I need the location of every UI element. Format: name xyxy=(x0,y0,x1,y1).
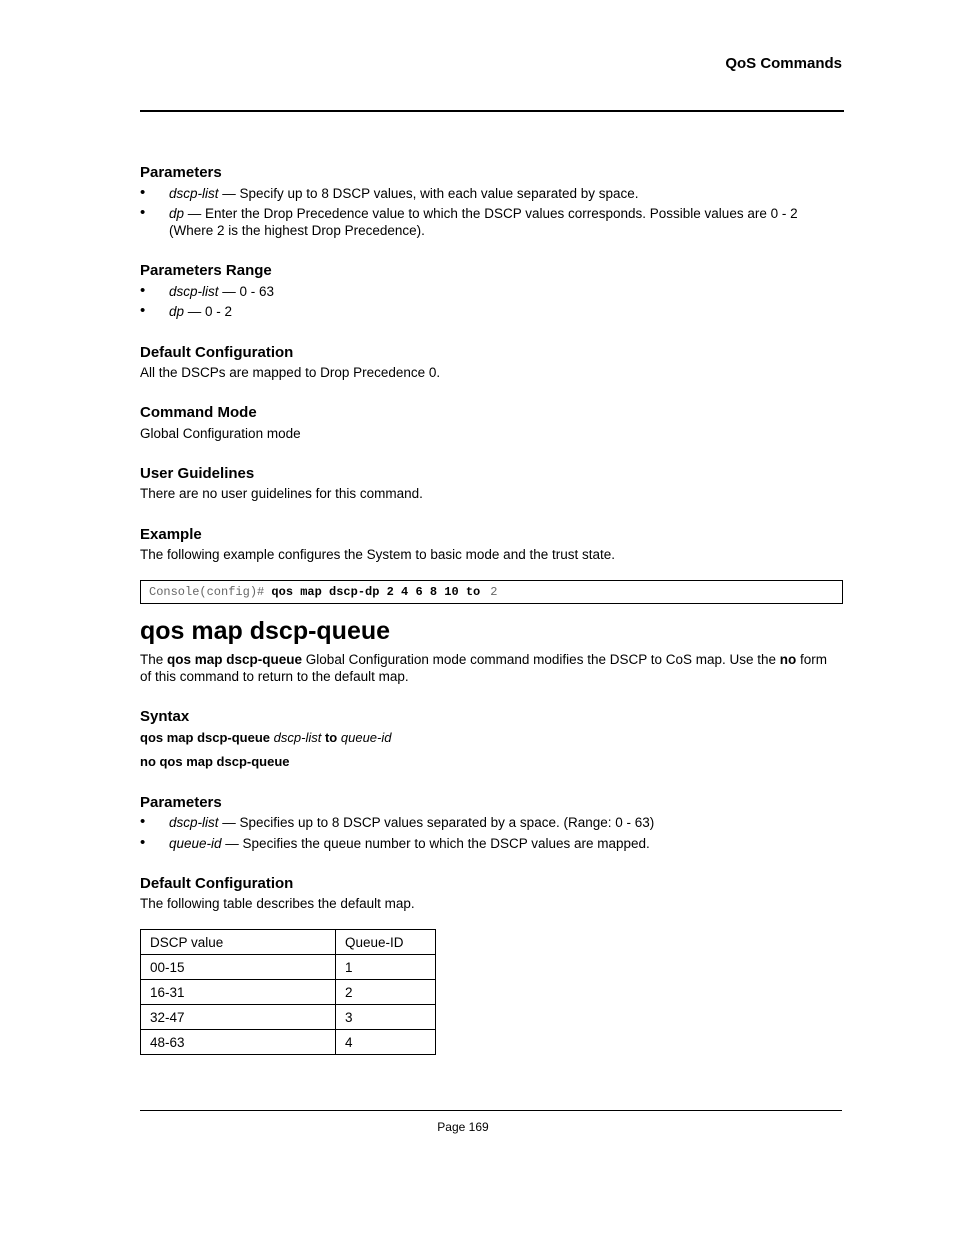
user-guidelines-heading: User Guidelines xyxy=(140,465,255,482)
param-desc: — 0 - 63 xyxy=(218,284,275,299)
table-cell: 2 xyxy=(336,980,436,1005)
param-desc: — Specify up to 8 DSCP values, with each value separated by space. xyxy=(218,186,639,201)
bullet-icon: • xyxy=(140,184,146,201)
bullet-icon: • xyxy=(140,204,146,221)
param-desc: — Enter the Drop Precedence value to which the DSCP values corresponds. Possible values are 0 - 2 (Where 2 is the highest Drop Precedence). xyxy=(169,206,798,238)
table-cell: 32-47 xyxy=(141,1005,336,1030)
parameters-heading: Parameters xyxy=(140,794,222,811)
table-header-row xyxy=(141,930,436,955)
table-row xyxy=(141,1005,436,1030)
section-title: qos map dscp-queue xyxy=(140,617,391,645)
header-rule xyxy=(140,110,844,112)
running-header: QoS Commands xyxy=(725,55,842,72)
syntax-line xyxy=(140,729,391,746)
param-name: queue-id xyxy=(169,836,222,851)
default-config-text: The following table describes the default map. xyxy=(140,896,415,911)
column-header: Queue-ID xyxy=(336,930,436,955)
column-header: DSCP value xyxy=(141,930,336,955)
param-name: dp xyxy=(169,206,185,221)
footer-rule xyxy=(140,1110,842,1111)
param-desc: — Specifies up to 8 DSCP values separated by a space. (Range: 0 - 63) xyxy=(218,815,655,830)
default-config-heading: Default Configuration xyxy=(140,875,294,892)
code-command: qos map dscp-dp 2 4 6 8 10 to xyxy=(271,585,481,599)
table-cell: 16-31 xyxy=(141,980,336,1005)
default-config-text: All the DSCPs are mapped to Drop Precedence 0. xyxy=(140,365,441,380)
page-number: Page 169 xyxy=(437,1120,489,1134)
param-desc: — Specifies the queue number to which the DSCP values are mapped. xyxy=(221,836,650,851)
example-text: The following example configures the System to basic mode and the trust state. xyxy=(140,547,615,562)
intro-text: Global Configuration mode command modifies the DSCP to CoS map. Use the xyxy=(302,652,780,667)
intro-no-keyword: no xyxy=(779,652,797,667)
table-cell: 00-15 xyxy=(141,955,336,980)
param-desc: — 0 - 2 xyxy=(184,304,233,319)
syntax-no-line: no qos map dscp-queue xyxy=(140,754,290,769)
bullet-icon: • xyxy=(140,834,146,851)
param-name: dscp-list xyxy=(169,186,219,201)
param-name: dscp-list xyxy=(169,284,219,299)
default-map-table xyxy=(140,929,436,1055)
syntax-arg: queue-id xyxy=(340,730,392,745)
intro-command: qos map dscp-queue xyxy=(167,652,303,667)
command-mode-text: Global Configuration mode xyxy=(140,426,301,441)
table-row xyxy=(141,955,436,980)
example-heading: Example xyxy=(140,526,202,543)
bullet-icon: • xyxy=(140,282,146,299)
code-example xyxy=(140,580,843,604)
parameters-range-heading: Parameters Range xyxy=(140,262,272,279)
param-name: dp xyxy=(169,304,185,319)
code-prompt: Console(config)# xyxy=(149,585,265,599)
default-config-heading: Default Configuration xyxy=(140,344,294,361)
parameters-heading: Parameters xyxy=(140,164,222,181)
param-name: dscp-list xyxy=(169,815,219,830)
intro-text: form of this command to return to the default map. xyxy=(140,652,828,684)
syntax-heading: Syntax xyxy=(140,708,190,725)
table-cell: 48-63 xyxy=(141,1030,336,1055)
table-cell: 3 xyxy=(336,1005,436,1030)
syntax-keyword: to xyxy=(324,730,338,745)
command-mode-heading: Command Mode xyxy=(140,404,257,421)
code-arg: 2 xyxy=(490,585,498,599)
syntax-arg: dscp-list xyxy=(273,730,322,745)
user-guidelines-text: There are no user guidelines for this command. xyxy=(140,486,423,501)
intro-paragraph xyxy=(140,651,840,685)
table-cell: 1 xyxy=(336,955,436,980)
bullet-icon: • xyxy=(140,813,146,830)
syntax-command: qos map dscp-queue xyxy=(140,730,271,745)
bullet-icon: • xyxy=(140,302,146,319)
table-cell: 4 xyxy=(336,1030,436,1055)
table-row xyxy=(141,1030,436,1055)
intro-text: The xyxy=(140,652,168,667)
table-row xyxy=(141,980,436,1005)
